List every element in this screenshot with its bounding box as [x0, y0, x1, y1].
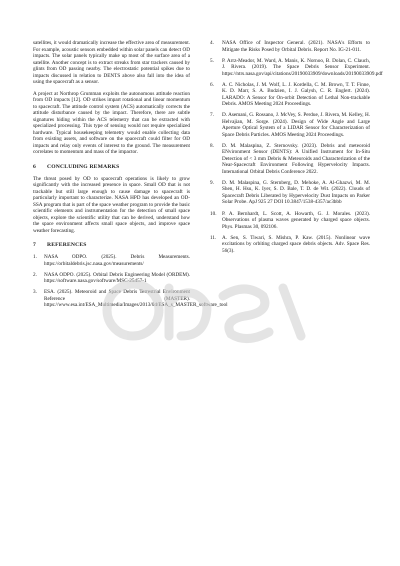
reference-number: 7.	[210, 112, 214, 119]
reference-item	[210, 112, 370, 138]
reference-item	[210, 40, 370, 53]
section-heading-references	[33, 242, 190, 249]
reference-item	[33, 254, 190, 267]
body-paragraph: The threat posed by OD to spacecraft operations is likely to grow significantly with the increased presence in space. Small OD that is not trackable but still large enough to cause damage to spacecraft is particularly important to characterize. NASA HPD has developed an OD-SSA program that is part of the space weather program to provide the basic scientific elements and instrumentation for the detection of small space objects, explore the scientific utility that can be derived, understand how the space environment affects small space objects, and improve space weather forecasting.	[33, 175, 190, 234]
reference-number: 5.	[210, 57, 214, 64]
reference-text: NASA ODPO. (2025). Orbital Debris Engineering Model (ORDEM). https://software.nasa.gov/software/MSC-25457-1	[44, 271, 190, 285]
reference-number: 6.	[210, 81, 214, 88]
reference-item	[33, 289, 228, 309]
reference-text: NASA ODPO. (2025). Debris Measurements. https://orbitaldebris.jsc.nasa.gov/measurements/	[44, 254, 190, 267]
right-column	[210, 40, 383, 259]
reference-text: D. M. Malaspina, Z. Sternovsky. (2023). Debris and meteoroid ENvironment Sensor (DENTS): A Unified Instrument for In-Situ Detection of < 3 mm Debris & Meteoroids and Characterization of the Near-Spacecraft Environment Following Hypervelocity Impacts. International Orbital Debris Conference 2022.	[222, 142, 370, 175]
reference-item	[210, 82, 370, 108]
section-heading-concluding-remarks	[33, 164, 190, 171]
reference-text: A. C. Nicholas, J. M. Wolf, L. J. Kordella, C. M. Brown, T. T. Finne, K. D. Marr, S. A. Budzien, I. J. Galysh, C. R. Englert. (2024). LARADO: A Sensor for On-orbit Detection of Lethal Non-trackable Debris. AMOS Meeting 2024 Proceedings.	[222, 81, 370, 108]
reference-number: 8.	[210, 142, 214, 149]
reference-text: D. M. Malaspina, G. Sternberg, D. Mehoke, A. Al-Ghazwi, M. M. Shen, H. Hsu, K. Iyer, S. D. Bale, T. D. de Wit. (2022). Clouds of Spacecraft Debris Liberated by Hypervelocity Dust Impacts on Parker Solar Probe. ApJ 925 27 DOI 10.3847/1538-4357/ac3bbb	[222, 179, 370, 206]
section-title: CONCLUDING REMARKS	[47, 163, 120, 170]
reference-text: P. Arrz-Meador, M. Ward, A. Manis, K. Nornoo, B. Dolan, C. Clauch, J. Rivera. (2019). The Space Debris Sensor Experiment. https://ntrs.nasa.gov/api/citations/20190033909/downloads/20190033909.pdf	[222, 57, 383, 77]
section-number: 6	[33, 163, 36, 170]
reference-text: NASA Office of Inspector General. (2021). NASA's Efforts to Mitigate the Risks Posed by Orbital Debris. Report No. IG-21-011.	[222, 40, 370, 53]
body-paragraph: satellites, it would dramatically increase the effective area of measurement. For example, acoustic sensors embedded within solar panels can detect OD impacts. The solar panels typically make up most of the surface area of a satellite. Another concept is to extract streaks from star trackers caused by glints from OD passing nearby. The electrostatic potential spikes due to impacts discussed in relation to DENTS above also fall into the idea of using the spacecraft as a sensor.	[33, 40, 190, 85]
body-paragraph: A project at Northrop Grumman exploits the autonomous attitude reaction from OD impacts [12]. OD strikes impart rotational and linear momentum to spacecraft. The attitude control system (ACS) automatically corrects the attitude disturbance caused by the impact. Therefore, there are subtle signatures hiding within the ACS telemetry that can be extracted with specialized processing. This type of sensing would not require specialized hardware. Typical housekeeping telemetry would enable collecting data from existing assets, and software on the spacecraft could filter for OD impacts and relay only events of interest to the ground. The measurement correlates to momentum and mass of the impactor.	[33, 90, 190, 155]
reference-number: 4.	[210, 40, 214, 46]
reference-item	[210, 143, 370, 176]
section-title: REFERENCES	[47, 242, 87, 248]
reference-item	[210, 235, 370, 255]
reference-number: 11.	[210, 234, 217, 241]
reference-number: 3.	[33, 289, 37, 296]
reference-item	[210, 57, 383, 78]
reference-number: 1.	[33, 254, 37, 260]
reference-item	[210, 180, 370, 206]
reference-number: 2.	[33, 271, 37, 278]
section-number: 7	[33, 242, 36, 248]
reference-item	[210, 211, 370, 231]
reference-text: A. Sen, S. Tiwari, S. Mishra, P. Kaw. (2015). Nonlinear wave excitations by orbiting charged space debris objects. Adv. Space Res. 56(3).	[222, 234, 370, 254]
reference-item	[33, 272, 190, 285]
reference-text: D. Asemani, G. Rossano, J. McVey, S. Perdue, J. Rivera, M. Kelley, H. Helvajian, M. Sorge. (2024). Design of Wide Angle and Large Aperture Optical System of a LIDAR Sensor for Characterization of Space Debris Particles. AMOS Meeting 2024 Proceedings.	[222, 112, 370, 138]
reference-number: 9.	[210, 179, 214, 186]
reference-number: 10.	[210, 210, 217, 217]
reference-text: ESA. (2025). Meteoroid and Space Debris Terrestrial Environment Reference (MASTER). https://www.esa.int/ESA_Multimedia/Images/2013/04/ESA_s_MASTER_software_tool	[44, 289, 228, 309]
reference-text: P. A. Bernhardt, L. Scott, A. Howarth, G. J. Morales. (2023). Observations of plasma waves generated by charged space objects. Phys. Plasmas 30, 092106.	[222, 210, 370, 230]
